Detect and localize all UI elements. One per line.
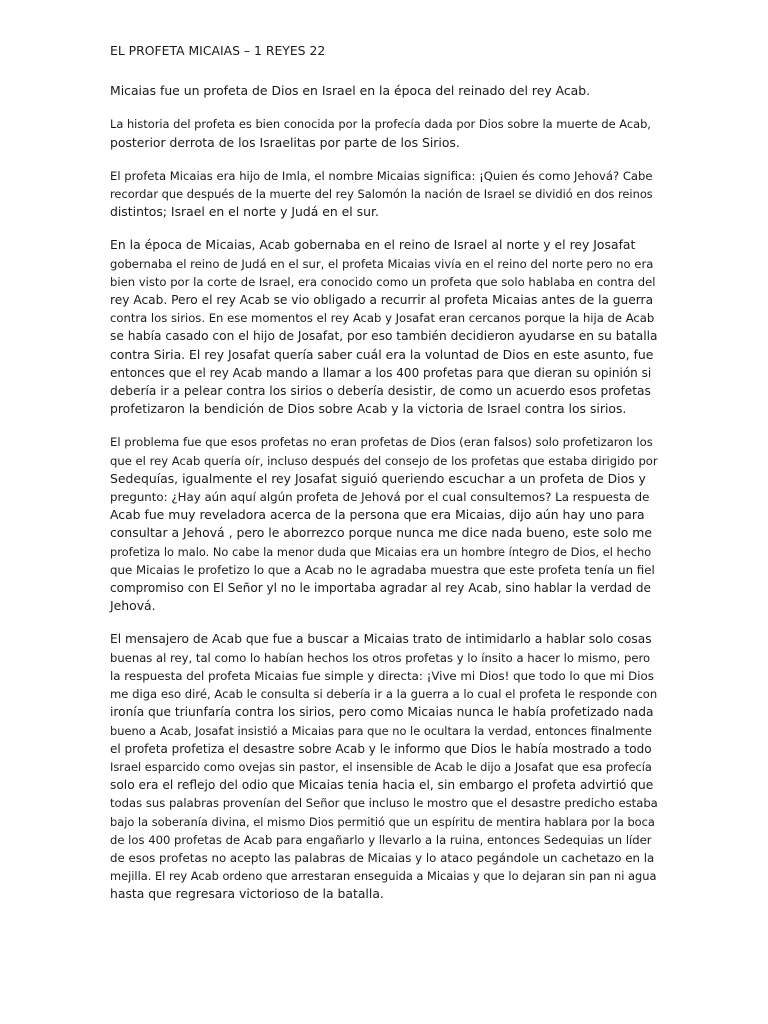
text-line: contra los sirios. En ese momentos el rey Acab y Josafat eran cercanos porque la hija de Acab <box>110 311 655 326</box>
text-line: bueno a Acab, Josafat insistió a Micaias para que no le ocultara la verdad, entonces finalmente <box>110 723 652 738</box>
text-line: La historia del profeta es bien conocida por la profecía dada por Dios sobre la muerte de Acab, <box>110 117 651 132</box>
text-line: contra Siria. El rey Josafat quería saber cuál era la voluntad de Dios en este asunto, fue <box>110 346 654 362</box>
text-line: la respuesta del profeta Micaias fue simple y directa: ¡Vive mi Dios! que todo lo que mi Dios <box>110 668 654 683</box>
text-line: El problema fue que esos profetas no eran profetas de Dios (eran falsos) solo profetizaron los <box>110 435 653 450</box>
text-line: hasta que regresara victorioso de la batalla. <box>110 886 384 902</box>
text-line: posterior derrota de los Israelitas por parte de los Sirios. <box>110 134 460 150</box>
text-line: se había casado con el hijo de Josafat, por eso también decidieron ayudarse en su batalla <box>110 329 658 344</box>
paragraph-2 <box>110 115 658 151</box>
text-line: ironía que triunfaría contra los sirios, pero como Micaias nunca le había profetizado nada <box>110 705 654 720</box>
text-line: compromiso con El Señor yl no le importaba agradar al rey Acab, sino hablar la verdad de <box>110 581 651 596</box>
text-line: consultar a Jehová , pero le aborrezco porque nunca me dice nada bueno, este solo me <box>110 525 652 541</box>
text-line: En la época de Micaias, Acab gobernaba en el reino de Israel al norte y el rey Josafat <box>110 237 636 253</box>
text-line: debería ir a pelear contra los sirios o debería desistir, de como un acuerdo esos profetas <box>110 384 651 399</box>
text-line: El mensajero de Acab que fue a buscar a Micaias trato de intimidarlo a hablar solo cosas <box>110 632 652 647</box>
text-line: Sedequías, igualmente el rey Josafat siguió queriendo escuchar a un profeta de Dios y <box>110 470 646 486</box>
text-line: profetiza lo malo. No cabe la menor duda que Micaias era un hombre íntegro de Dios, el hecho <box>110 544 652 559</box>
document-page <box>110 42 658 919</box>
text-line: que el rey Acab quería oír, incluso después del consejo de los profetas que estaba dirigido por <box>110 453 658 468</box>
text-line: El profeta Micaias era hijo de Imla, el nombre Micaias significa: ¡Quien és como Jehová? Cabe <box>110 168 653 183</box>
document-title: EL PROFETA MICAIAS – 1 REYES 22 <box>110 43 326 58</box>
document-body <box>110 82 658 903</box>
text-line: pregunto: ¿Hay aún aquí algún profeta de Jehová por el cual consultemos? La respuesta de <box>110 490 650 505</box>
paragraph-3 <box>110 167 658 222</box>
text-line: todas sus palabras provenían del Señor que incluso le mostro que el desastre predicho estaba <box>110 796 658 811</box>
text-line: solo era el reflejo del odio que Micaias tenia hacia el, sin embargo el profeta advirtió que <box>110 778 654 793</box>
text-line: Acab fue muy reveladora acerca de la persona que era Micaias, dijo aún hay uno para <box>110 507 645 523</box>
text-line: el profeta profetiza el desastre sobre Acab y le informo que Dios le había mostrado a todo <box>110 741 652 756</box>
text-line: Jehová. <box>110 598 156 614</box>
text-line: bien visto por la corte de Israel, era conocido como un profeta que solo hablaba en contra del <box>110 274 656 289</box>
paragraph-6 <box>110 630 658 903</box>
text-line: me diga eso diré, Acab le consulta si debería ir a la guerra a lo cual el profeta le responde con <box>110 687 658 702</box>
text-line: entonces que el rey Acab mando a llamar a los 400 profetas para que dieran su opinión si <box>110 365 652 380</box>
text-line: buenas al rey, tal como lo habían hechos los otros profetas y lo ínsito a hacer lo mismo, pero <box>110 650 651 665</box>
text-line: mejilla. El rey Acab ordeno que arrestaran enseguida a Micaias y que lo dejaran sin pan ni agua <box>110 869 657 884</box>
text-line: de esos profetas no acepto las palabras de Micaias y lo ataco pegándole un cachetazo en la <box>110 850 655 865</box>
text-line: distintos; Israel en el norte y Judá en el sur. <box>110 204 379 220</box>
text-line: bajo la soberanía divina, el mismo Dios permitió que un espíritu de mentira hablara por la boca <box>110 814 655 829</box>
text-line: gobernaba el reino de Judá en el sur, el profeta Micaias vivía en el reino del norte pero no era <box>110 256 654 271</box>
text-line: recordar que después de la muerte del rey Salomón la nación de Israel se dividió en dos reinos <box>110 187 653 202</box>
paragraph-1 <box>110 82 658 100</box>
text-line: de los 400 profetas de Acab para engañarlo y llevarlo a la ruina, entonces Sedequias un líder <box>110 832 652 847</box>
text-line: rey Acab. Pero el rey Acab se vio obligado a recurrir al profeta Micaias antes de la guerra <box>110 293 654 308</box>
text-line: Israel esparcido como ovejas sin pastor, el insensible de Acab le dijo a Josafat que esa profecía <box>110 759 652 774</box>
text-line: Micaias fue un profeta de Dios en Israel en la época del reinado del rey Acab. <box>110 83 591 99</box>
paragraph-5 <box>110 433 658 615</box>
text-line: profetizaron la bendición de Dios sobre Acab y la victoria de Israel contra los sirios. <box>110 401 627 417</box>
text-line: que Micaias le profetizo lo que a Acab no le agradaba muestra que este profeta tenía un fiel <box>110 562 655 577</box>
paragraph-4 <box>110 236 658 418</box>
